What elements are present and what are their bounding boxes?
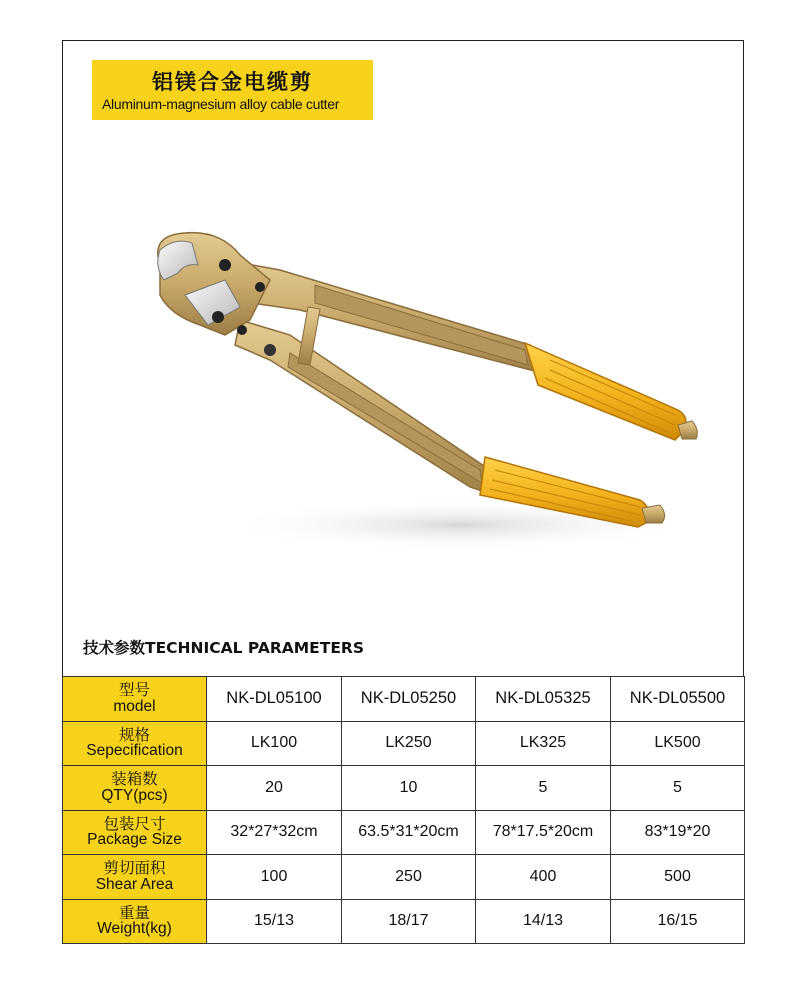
table-cell: LK100 — [207, 721, 342, 766]
row-label-en: Weight(kg) — [97, 920, 172, 938]
table-row-shear-area — [63, 855, 745, 900]
table-cell: 250 — [342, 855, 476, 900]
row-label-en: Sepecification — [86, 742, 183, 760]
table-cell: LK250 — [342, 721, 476, 766]
table-row-weight — [63, 899, 745, 944]
row-label-cn: 型号 — [118, 681, 150, 700]
row-label-en: Shear Area — [95, 875, 174, 893]
row-label — [63, 721, 207, 766]
table-cell: LK500 — [611, 721, 745, 766]
table-cell: NK-DL05325 — [476, 677, 611, 722]
row-label — [63, 766, 207, 811]
table-cell: 32*27*32cm — [207, 810, 342, 855]
table-cell: LK325 — [476, 721, 611, 766]
table-cell: 500 — [611, 855, 745, 900]
row-label-en: Package Size — [87, 831, 182, 849]
section-heading: 技术参数TECHNICAL PARAMETERS — [83, 639, 365, 657]
table-cell: 20 — [207, 766, 342, 811]
cable-cutter-image — [130, 225, 710, 555]
table-cell: NK-DL05100 — [207, 677, 342, 722]
row-label-cn: 装箱数 — [111, 770, 158, 789]
table-cell: 14/13 — [476, 899, 611, 944]
table-row-specification — [63, 721, 745, 766]
row-label-cn: 重量 — [118, 903, 150, 922]
table-cell: NK-DL05250 — [342, 677, 476, 722]
table-cell: 100 — [207, 855, 342, 900]
table-cell: 18/17 — [342, 899, 476, 944]
table-cell: 5 — [476, 766, 611, 811]
title-banner — [92, 60, 373, 120]
spec-table — [62, 676, 745, 944]
table-cell: 78*17.5*20cm — [476, 810, 611, 855]
row-label-en: QTY(pcs) — [101, 786, 168, 804]
table-cell: NK-DL05500 — [611, 677, 745, 722]
table-cell: 63.5*31*20cm — [342, 810, 476, 855]
table-row-package-size — [63, 810, 745, 855]
table-cell: 15/13 — [207, 899, 342, 944]
table-cell: 400 — [476, 855, 611, 900]
product-title-en: Aluminum-magnesium alloy cable cutter — [102, 96, 340, 112]
row-label — [63, 899, 207, 944]
row-label-cn: 包装尺寸 — [103, 814, 166, 833]
row-label — [63, 677, 207, 722]
row-label-cn: 规格 — [118, 725, 150, 744]
table-cell: 16/15 — [611, 899, 745, 944]
row-label-en: model — [113, 697, 156, 715]
row-label — [63, 810, 207, 855]
product-title-cn: 铝镁合金电缆剪 — [152, 70, 313, 94]
row-label — [63, 855, 207, 900]
table-row-qty — [63, 766, 745, 811]
table-cell: 5 — [611, 766, 745, 811]
table-row-model — [63, 677, 745, 722]
row-label-cn: 剪切面积 — [103, 859, 166, 878]
table-cell: 83*19*20 — [611, 810, 745, 855]
table-cell: 10 — [342, 766, 476, 811]
